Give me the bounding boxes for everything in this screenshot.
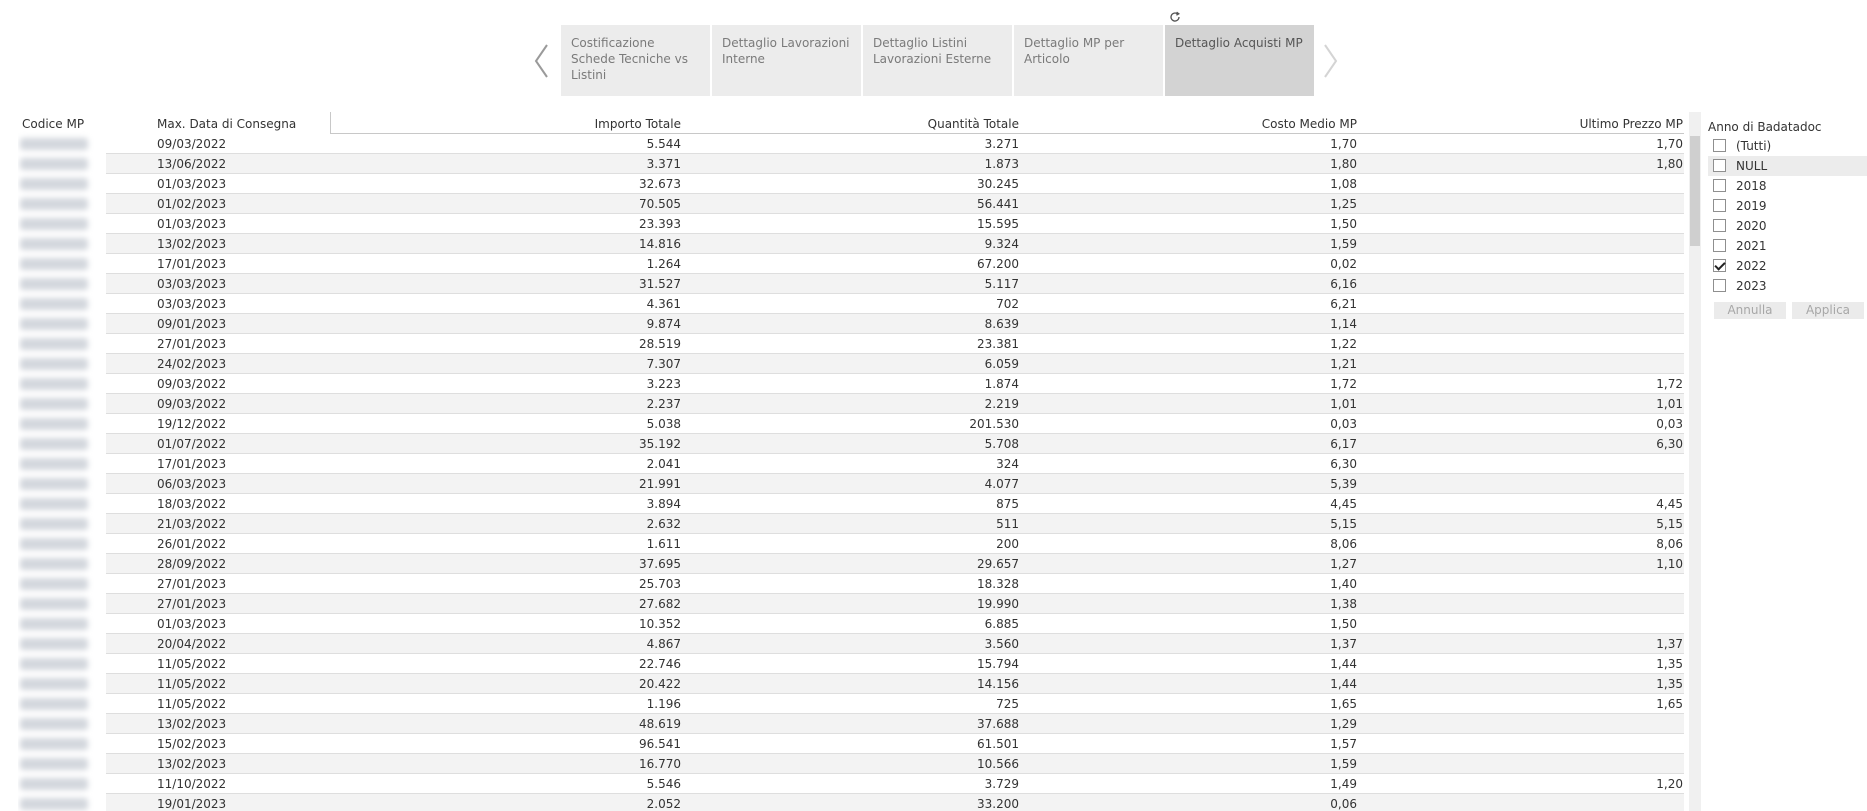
dashboard-tabs xyxy=(561,25,1314,96)
quantity-cell: 8.639 xyxy=(984,317,1019,331)
avg-cost-cell: 1,40 xyxy=(1330,577,1357,591)
amount-cell: 70.505 xyxy=(639,197,681,211)
quantity-cell: 725 xyxy=(996,697,1019,711)
table-row[interactable] xyxy=(18,534,1684,554)
amount-cell: 1.611 xyxy=(646,537,681,551)
redacted-code-cell xyxy=(20,578,88,590)
filter-item-label: 2023 xyxy=(1736,279,1767,293)
table-row[interactable] xyxy=(18,274,1684,294)
redacted-code-cell xyxy=(20,478,88,490)
filter-item[interactable] xyxy=(1708,236,1867,256)
amount-cell: 25.703 xyxy=(639,577,681,591)
amount-cell: 23.393 xyxy=(639,217,681,231)
redacted-code-cell xyxy=(20,518,88,530)
table-row[interactable] xyxy=(18,494,1684,514)
delivery-date-cell: 11/05/2022 xyxy=(157,657,227,671)
last-price-cell: 1,35 xyxy=(1656,677,1683,691)
table-row[interactable] xyxy=(18,674,1684,694)
checkbox-checked-icon[interactable] xyxy=(1713,259,1726,272)
checkbox-icon[interactable] xyxy=(1713,219,1726,232)
quantity-cell: 37.688 xyxy=(977,717,1019,731)
last-price-cell: 1,70 xyxy=(1656,137,1683,151)
delivery-date-cell: 01/03/2023 xyxy=(157,617,227,631)
tab-costificazione-schede[interactable]: Costificazione Schede Tecniche vs Listini xyxy=(561,25,710,96)
redacted-code-cell xyxy=(20,258,88,270)
quantity-cell: 201.530 xyxy=(969,417,1019,431)
table-row[interactable] xyxy=(18,374,1684,394)
avg-cost-cell: 0,03 xyxy=(1330,417,1357,431)
delivery-date-cell: 09/03/2022 xyxy=(157,397,227,411)
avg-cost-cell: 1,80 xyxy=(1330,157,1357,171)
checkbox-icon[interactable] xyxy=(1713,159,1726,172)
tab-acquisti-mp[interactable]: Dettaglio Acquisti MP xyxy=(1165,25,1314,96)
avg-cost-cell: 1,21 xyxy=(1330,357,1357,371)
table-scrollbar[interactable] xyxy=(1689,112,1701,811)
table-row[interactable] xyxy=(18,134,1684,154)
quantity-cell: 511 xyxy=(996,517,1019,531)
table-row[interactable] xyxy=(18,454,1684,474)
delivery-date-cell: 27/01/2023 xyxy=(157,577,227,591)
table-row[interactable] xyxy=(18,474,1684,494)
last-price-cell: 1,72 xyxy=(1656,377,1683,391)
filter-item[interactable] xyxy=(1708,216,1867,236)
avg-cost-cell: 6,17 xyxy=(1330,437,1357,451)
redacted-code-cell xyxy=(20,238,88,250)
amount-cell: 5.546 xyxy=(646,777,681,791)
quantity-cell: 2.219 xyxy=(984,397,1019,411)
table-row[interactable] xyxy=(18,514,1684,534)
redacted-code-cell xyxy=(20,738,88,750)
quantity-cell: 30.245 xyxy=(977,177,1019,191)
tab-mp-per-articolo[interactable]: Dettaglio MP per Articolo xyxy=(1014,25,1163,96)
purchases-table xyxy=(18,112,1684,811)
quantity-cell: 33.200 xyxy=(977,797,1019,811)
year-filter-panel xyxy=(1708,118,1867,320)
header-last-price[interactable]: Ultimo Prezzo MP xyxy=(1579,117,1683,131)
redacted-code-cell xyxy=(20,618,88,630)
quantity-cell: 23.381 xyxy=(977,337,1019,351)
redacted-code-cell xyxy=(20,778,88,790)
delivery-date-cell: 13/02/2023 xyxy=(157,237,227,251)
amount-cell: 28.519 xyxy=(639,337,681,351)
table-row[interactable] xyxy=(18,554,1684,574)
avg-cost-cell: 6,30 xyxy=(1330,457,1357,471)
redacted-code-cell xyxy=(20,798,88,810)
tab-lavorazioni-interne[interactable]: Dettaglio Lavorazioni Interne xyxy=(712,25,861,96)
prev-tab-arrow-icon[interactable] xyxy=(532,42,552,80)
redacted-code-cell xyxy=(20,198,88,210)
amount-cell: 4.867 xyxy=(646,637,681,651)
filter-item[interactable] xyxy=(1708,196,1867,216)
table-row[interactable] xyxy=(18,794,1684,811)
avg-cost-cell: 1,57 xyxy=(1330,737,1357,751)
amount-cell: 37.695 xyxy=(639,557,681,571)
redacted-code-cell xyxy=(20,458,88,470)
table-row[interactable] xyxy=(18,774,1684,794)
last-price-cell: 0,03 xyxy=(1656,417,1683,431)
table-row[interactable] xyxy=(18,334,1684,354)
last-price-cell: 1,37 xyxy=(1656,637,1683,651)
filter-item[interactable] xyxy=(1708,256,1867,276)
header-avg-cost[interactable]: Costo Medio MP xyxy=(1261,117,1357,131)
header-amount[interactable]: Importo Totale xyxy=(594,117,681,131)
amount-cell: 5.544 xyxy=(646,137,681,151)
amount-cell: 2.237 xyxy=(646,397,681,411)
table-row[interactable] xyxy=(18,314,1684,334)
amount-cell: 21.991 xyxy=(639,477,681,491)
quantity-cell: 29.657 xyxy=(977,557,1019,571)
delivery-date-cell: 06/03/2023 xyxy=(157,477,227,491)
redacted-code-cell xyxy=(20,558,88,570)
table-row[interactable] xyxy=(18,194,1684,214)
redacted-code-cell xyxy=(20,758,88,770)
last-price-cell: 1,20 xyxy=(1656,777,1683,791)
table-body xyxy=(18,134,1684,811)
quantity-cell: 6.059 xyxy=(984,357,1019,371)
avg-cost-cell: 1,72 xyxy=(1330,377,1357,391)
avg-cost-cell: 0,02 xyxy=(1330,257,1357,271)
quantity-cell: 324 xyxy=(996,457,1019,471)
quantity-cell: 19.990 xyxy=(977,597,1019,611)
last-price-cell: 4,45 xyxy=(1656,497,1683,511)
quantity-cell: 875 xyxy=(996,497,1019,511)
avg-cost-cell: 1,50 xyxy=(1330,217,1357,231)
avg-cost-cell: 1,59 xyxy=(1330,757,1357,771)
quantity-cell: 3.560 xyxy=(984,637,1019,651)
quantity-cell: 702 xyxy=(996,297,1019,311)
header-divider xyxy=(330,112,331,134)
avg-cost-cell: 1,27 xyxy=(1330,557,1357,571)
delivery-date-cell: 09/03/2022 xyxy=(157,377,227,391)
filter-item-label: 2020 xyxy=(1736,219,1767,233)
table-row[interactable] xyxy=(18,354,1684,374)
delivery-date-cell: 28/09/2022 xyxy=(157,557,227,571)
table-row[interactable] xyxy=(18,254,1684,274)
delivery-date-cell: 18/03/2022 xyxy=(157,497,227,511)
apply-button[interactable]: Applica xyxy=(1792,302,1864,319)
amount-cell: 22.746 xyxy=(639,657,681,671)
header-delivery-date[interactable]: Max. Data di Consegna xyxy=(157,117,297,131)
table-row[interactable] xyxy=(18,414,1684,434)
amount-cell: 1.264 xyxy=(646,257,681,271)
amount-cell: 1.196 xyxy=(646,697,681,711)
amount-cell: 5.038 xyxy=(646,417,681,431)
filter-item[interactable] xyxy=(1708,136,1867,156)
amount-cell: 31.527 xyxy=(639,277,681,291)
quantity-cell: 15.595 xyxy=(977,217,1019,231)
avg-cost-cell: 4,45 xyxy=(1330,497,1357,511)
quantity-cell: 9.324 xyxy=(984,237,1019,251)
avg-cost-cell: 1,44 xyxy=(1330,677,1357,691)
quantity-cell: 15.794 xyxy=(977,657,1019,671)
avg-cost-cell: 1,38 xyxy=(1330,597,1357,611)
avg-cost-cell: 8,06 xyxy=(1330,537,1357,551)
table-row[interactable] xyxy=(18,214,1684,234)
avg-cost-cell: 1,25 xyxy=(1330,197,1357,211)
last-price-cell: 1,01 xyxy=(1656,397,1683,411)
table-row[interactable] xyxy=(18,574,1684,594)
quantity-cell: 200 xyxy=(996,537,1019,551)
redacted-code-cell xyxy=(20,318,88,330)
redacted-code-cell xyxy=(20,438,88,450)
table-header xyxy=(18,112,1684,134)
delivery-date-cell: 11/05/2022 xyxy=(157,697,227,711)
quantity-cell: 61.501 xyxy=(977,737,1019,751)
redacted-code-cell xyxy=(20,158,88,170)
filter-title: Anno di Badatadoc xyxy=(1708,120,1822,134)
next-tab-arrow-icon[interactable] xyxy=(1320,42,1340,80)
delivery-date-cell: 20/04/2022 xyxy=(157,637,227,651)
delivery-date-cell: 17/01/2023 xyxy=(157,257,227,271)
redacted-code-cell xyxy=(20,178,88,190)
table-row[interactable] xyxy=(18,694,1684,714)
amount-cell: 3.371 xyxy=(646,157,681,171)
delivery-date-cell: 19/01/2023 xyxy=(157,797,227,811)
delivery-date-cell: 01/03/2023 xyxy=(157,177,227,191)
delivery-date-cell: 27/01/2023 xyxy=(157,337,227,351)
checkbox-icon[interactable] xyxy=(1713,239,1726,252)
delivery-date-cell: 01/02/2023 xyxy=(157,197,227,211)
quantity-cell: 67.200 xyxy=(977,257,1019,271)
delivery-date-cell: 03/03/2023 xyxy=(157,297,227,311)
redacted-code-cell xyxy=(20,698,88,710)
delivery-date-cell: 26/01/2022 xyxy=(157,537,227,551)
last-price-cell: 1,65 xyxy=(1656,697,1683,711)
checkbox-icon[interactable] xyxy=(1713,199,1726,212)
avg-cost-cell: 5,39 xyxy=(1330,477,1357,491)
table-row[interactable] xyxy=(18,174,1684,194)
header-quantity[interactable]: Quantità Totale xyxy=(927,117,1019,131)
table-row[interactable] xyxy=(18,154,1684,174)
table-row[interactable] xyxy=(18,234,1684,254)
delivery-date-cell: 17/01/2023 xyxy=(157,457,227,471)
table-row[interactable] xyxy=(18,294,1684,314)
delivery-date-cell: 01/07/2022 xyxy=(157,437,227,451)
filter-item[interactable] xyxy=(1708,176,1867,196)
scrollbar-thumb[interactable] xyxy=(1690,136,1700,246)
delivery-date-cell: 11/10/2022 xyxy=(157,777,227,791)
cancel-button[interactable]: Annulla xyxy=(1714,302,1786,319)
redacted-code-cell xyxy=(20,278,88,290)
last-price-cell: 1,10 xyxy=(1656,557,1683,571)
amount-cell: 96.541 xyxy=(639,737,681,751)
amount-cell: 7.307 xyxy=(646,357,681,371)
avg-cost-cell: 1,22 xyxy=(1330,337,1357,351)
amount-cell: 16.770 xyxy=(639,757,681,771)
quantity-cell: 5.117 xyxy=(984,277,1019,291)
filter-item[interactable] xyxy=(1708,156,1867,176)
header-code[interactable]: Codice MP xyxy=(22,117,85,131)
amount-cell: 2.041 xyxy=(646,457,681,471)
filter-item-label: 2019 xyxy=(1736,199,1767,213)
last-price-cell: 8,06 xyxy=(1656,537,1683,551)
filter-item[interactable] xyxy=(1708,276,1867,296)
redacted-code-cell xyxy=(20,298,88,310)
amount-cell: 3.223 xyxy=(646,377,681,391)
last-price-cell: 1,80 xyxy=(1656,157,1683,171)
avg-cost-cell: 1,14 xyxy=(1330,317,1357,331)
tab-listini-lavorazioni-esterne[interactable]: Dettaglio Listini Lavorazioni Esterne xyxy=(863,25,1012,96)
checkbox-icon[interactable] xyxy=(1713,179,1726,192)
delivery-date-cell: 13/02/2023 xyxy=(157,717,227,731)
table-row[interactable] xyxy=(18,634,1684,654)
quantity-cell: 6.885 xyxy=(984,617,1019,631)
delivery-date-cell: 09/01/2023 xyxy=(157,317,227,331)
table-row[interactable] xyxy=(18,434,1684,454)
avg-cost-cell: 1,59 xyxy=(1330,237,1357,251)
amount-cell: 32.673 xyxy=(639,177,681,191)
redacted-code-cell xyxy=(20,538,88,550)
last-price-cell: 5,15 xyxy=(1656,517,1683,531)
redacted-code-cell xyxy=(20,218,88,230)
table-row[interactable] xyxy=(18,394,1684,414)
delivery-date-cell: 03/03/2023 xyxy=(157,277,227,291)
delivery-date-cell: 13/02/2023 xyxy=(157,757,227,771)
avg-cost-cell: 0,06 xyxy=(1330,797,1357,811)
amount-cell: 4.361 xyxy=(646,297,681,311)
avg-cost-cell: 1,37 xyxy=(1330,637,1357,651)
redacted-code-cell xyxy=(20,418,88,430)
filter-item-label: (Tutti) xyxy=(1736,139,1772,153)
filter-item-label: 2018 xyxy=(1736,179,1767,193)
avg-cost-cell: 1,01 xyxy=(1330,397,1357,411)
quantity-cell: 14.156 xyxy=(977,677,1019,691)
avg-cost-cell: 5,15 xyxy=(1330,517,1357,531)
amount-cell: 48.619 xyxy=(639,717,681,731)
quantity-cell: 3.729 xyxy=(984,777,1019,791)
redacted-code-cell xyxy=(20,498,88,510)
table-row[interactable] xyxy=(18,594,1684,614)
quantity-cell: 18.328 xyxy=(977,577,1019,591)
avg-cost-cell: 1,65 xyxy=(1330,697,1357,711)
avg-cost-cell: 1,50 xyxy=(1330,617,1357,631)
last-price-cell: 1,35 xyxy=(1656,657,1683,671)
quantity-cell: 10.566 xyxy=(977,757,1019,771)
table-row[interactable] xyxy=(18,654,1684,674)
redacted-code-cell xyxy=(20,638,88,650)
amount-cell: 35.192 xyxy=(639,437,681,451)
quantity-cell: 5.708 xyxy=(984,437,1019,451)
avg-cost-cell: 1,70 xyxy=(1330,137,1357,151)
redacted-code-cell xyxy=(20,398,88,410)
filter-item-label: 2021 xyxy=(1736,239,1767,253)
delivery-date-cell: 09/03/2022 xyxy=(157,137,227,151)
redacted-code-cell xyxy=(20,378,88,390)
redacted-code-cell xyxy=(20,338,88,350)
redacted-code-cell xyxy=(20,718,88,730)
checkbox-icon[interactable] xyxy=(1713,279,1726,292)
amount-cell: 27.682 xyxy=(639,597,681,611)
avg-cost-cell: 1,49 xyxy=(1330,777,1357,791)
amount-cell: 10.352 xyxy=(639,617,681,631)
amount-cell: 9.874 xyxy=(646,317,681,331)
avg-cost-cell: 6,21 xyxy=(1330,297,1357,311)
delivery-date-cell: 11/05/2022 xyxy=(157,677,227,691)
delivery-date-cell: 13/06/2022 xyxy=(157,157,227,171)
amount-cell: 2.052 xyxy=(646,797,681,811)
delivery-date-cell: 24/02/2023 xyxy=(157,357,227,371)
amount-cell: 2.632 xyxy=(646,517,681,531)
table-row[interactable] xyxy=(18,714,1684,734)
avg-cost-cell: 1,29 xyxy=(1330,717,1357,731)
quantity-cell: 3.271 xyxy=(984,137,1019,151)
filter-item-label: 2022 xyxy=(1736,259,1767,273)
redacted-code-cell xyxy=(20,358,88,370)
quantity-cell: 1.874 xyxy=(984,377,1019,391)
amount-cell: 20.422 xyxy=(639,677,681,691)
avg-cost-cell: 1,08 xyxy=(1330,177,1357,191)
quantity-cell: 56.441 xyxy=(977,197,1019,211)
refresh-icon[interactable] xyxy=(1168,10,1182,24)
delivery-date-cell: 01/03/2023 xyxy=(157,217,227,231)
filter-buttons xyxy=(1708,302,1867,320)
amount-cell: 3.894 xyxy=(646,497,681,511)
table-row[interactable] xyxy=(18,614,1684,634)
table-row[interactable] xyxy=(18,754,1684,774)
amount-cell: 14.816 xyxy=(639,237,681,251)
table-row[interactable] xyxy=(18,734,1684,754)
delivery-date-cell: 21/03/2022 xyxy=(157,517,227,531)
redacted-code-cell xyxy=(20,678,88,690)
redacted-code-cell xyxy=(20,138,88,150)
quantity-cell: 4.077 xyxy=(984,477,1019,491)
checkbox-icon[interactable] xyxy=(1713,139,1726,152)
avg-cost-cell: 1,44 xyxy=(1330,657,1357,671)
delivery-date-cell: 15/02/2023 xyxy=(157,737,227,751)
quantity-cell: 1.873 xyxy=(984,157,1019,171)
filter-item-label: NULL xyxy=(1736,159,1768,173)
delivery-date-cell: 27/01/2023 xyxy=(157,597,227,611)
avg-cost-cell: 6,16 xyxy=(1330,277,1357,291)
last-price-cell: 6,30 xyxy=(1656,437,1683,451)
redacted-code-cell xyxy=(20,598,88,610)
delivery-date-cell: 19/12/2022 xyxy=(157,417,227,431)
redacted-code-cell xyxy=(20,658,88,670)
